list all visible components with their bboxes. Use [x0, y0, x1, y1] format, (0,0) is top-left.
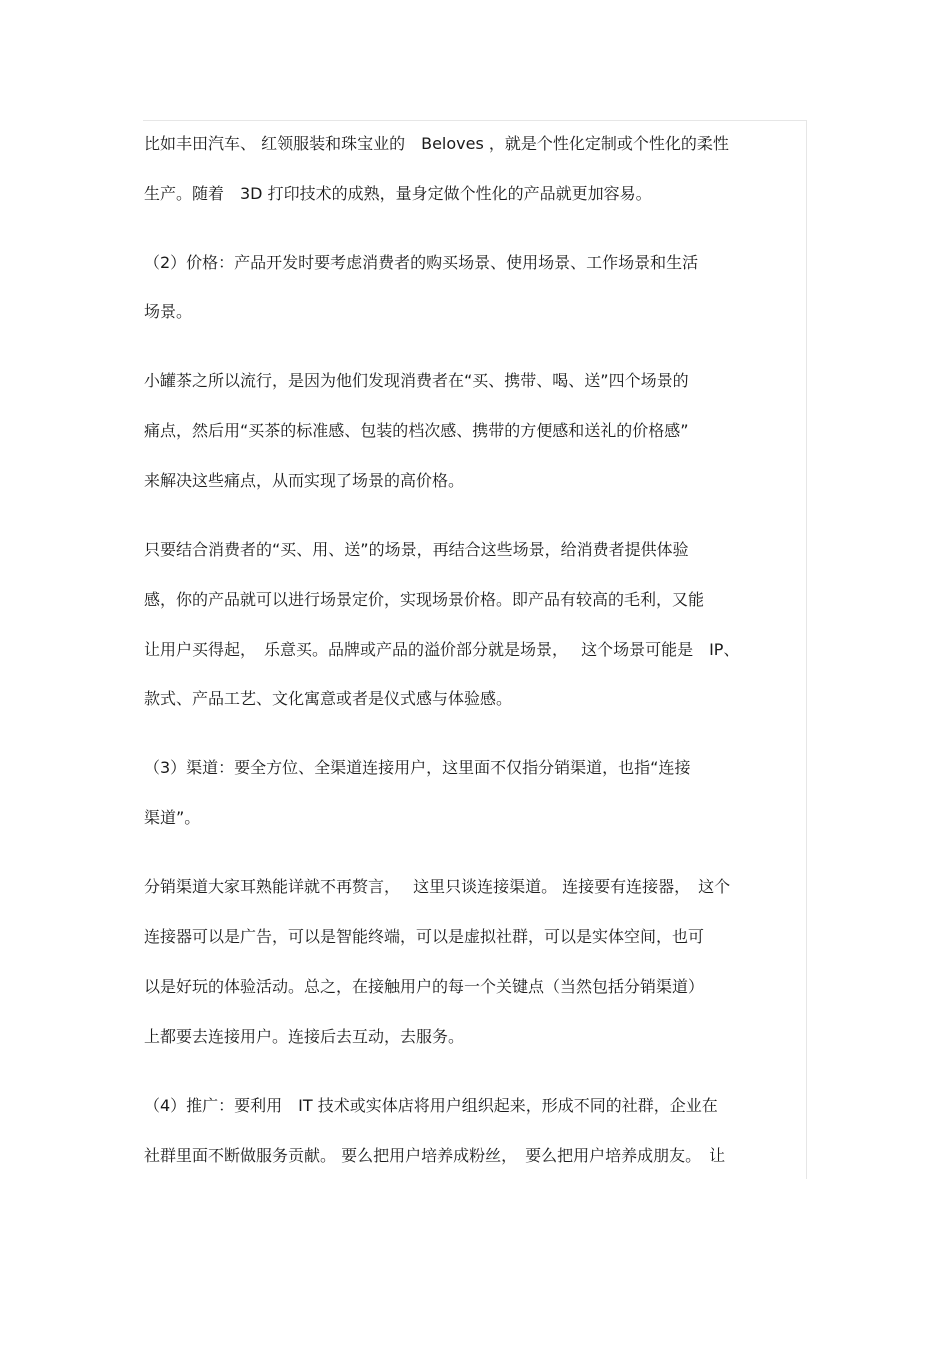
- text-line: 让用户买得起， 乐意买。品牌或产品的溢价部分就是场景， 这个场景可能是 IP、: [144, 640, 740, 659]
- text-line: 场景。: [144, 302, 193, 321]
- text-line: 小罐茶之所以流行，是因为他们发现消费者在“买、携带、喝、送”四个场景的: [144, 371, 689, 390]
- text-line: 分销渠道大家耳熟能详就不再赘言， 这里只谈连接渠道。 连接要有连接器， 这个: [144, 877, 731, 896]
- text-line: 社群里面不断做服务贡献。 要么把用户培养成粉丝， 要么把用户培养成朋友。 让: [144, 1146, 726, 1165]
- text-line: 来解决这些痛点，从而实现了场景的高价格。: [144, 471, 465, 490]
- text-line: 上都要去连接用户。连接后去互动，去服务。: [144, 1027, 465, 1046]
- text-line: （2）价格：产品开发时要考虑消费者的购买场景、使用场景、工作场景和生活: [144, 253, 699, 272]
- text-line: （4）推广：要利用 IT 技术或实体店将用户组织起来，形成不同的社群，企业在: [144, 1096, 718, 1115]
- text-line: 款式、产品工艺、文化寓意或者是仪式感与体验感。: [144, 689, 513, 708]
- text-line: 感，你的产品就可以进行场景定价，实现场景价格。即产品有较高的毛利，又能: [144, 590, 705, 609]
- text-line: （3）渠道：要全方位、全渠道连接用户，这里面不仅指分销渠道，也指“连接: [144, 758, 691, 777]
- text-line: 只要结合消费者的“买、用、送”的场景，再结合这些场景，给消费者提供体验: [144, 540, 689, 559]
- text-line: 渠道”。: [144, 808, 201, 827]
- text-line: 连接器可以是广告，可以是智能终端，可以是虚拟社群，可以是实体空间，也可: [144, 927, 705, 946]
- text-line: 痛点，然后用“买茶的标准感、包装的档次感、携带的方便感和送礼的价格感”: [144, 421, 689, 440]
- text-line: 比如丰田汽车、 红领服装和珠宝业的 Beloves ，就是个性化定制或个性化的柔性: [144, 134, 729, 153]
- text-line: 以是好玩的体验活动。总之，在接触用户的每一个关键点（当然包括分销渠道）: [144, 977, 705, 996]
- text-line: 生产。随着 3D 打印技术的成熟，量身定做个性化的产品就更加容易。: [144, 184, 652, 203]
